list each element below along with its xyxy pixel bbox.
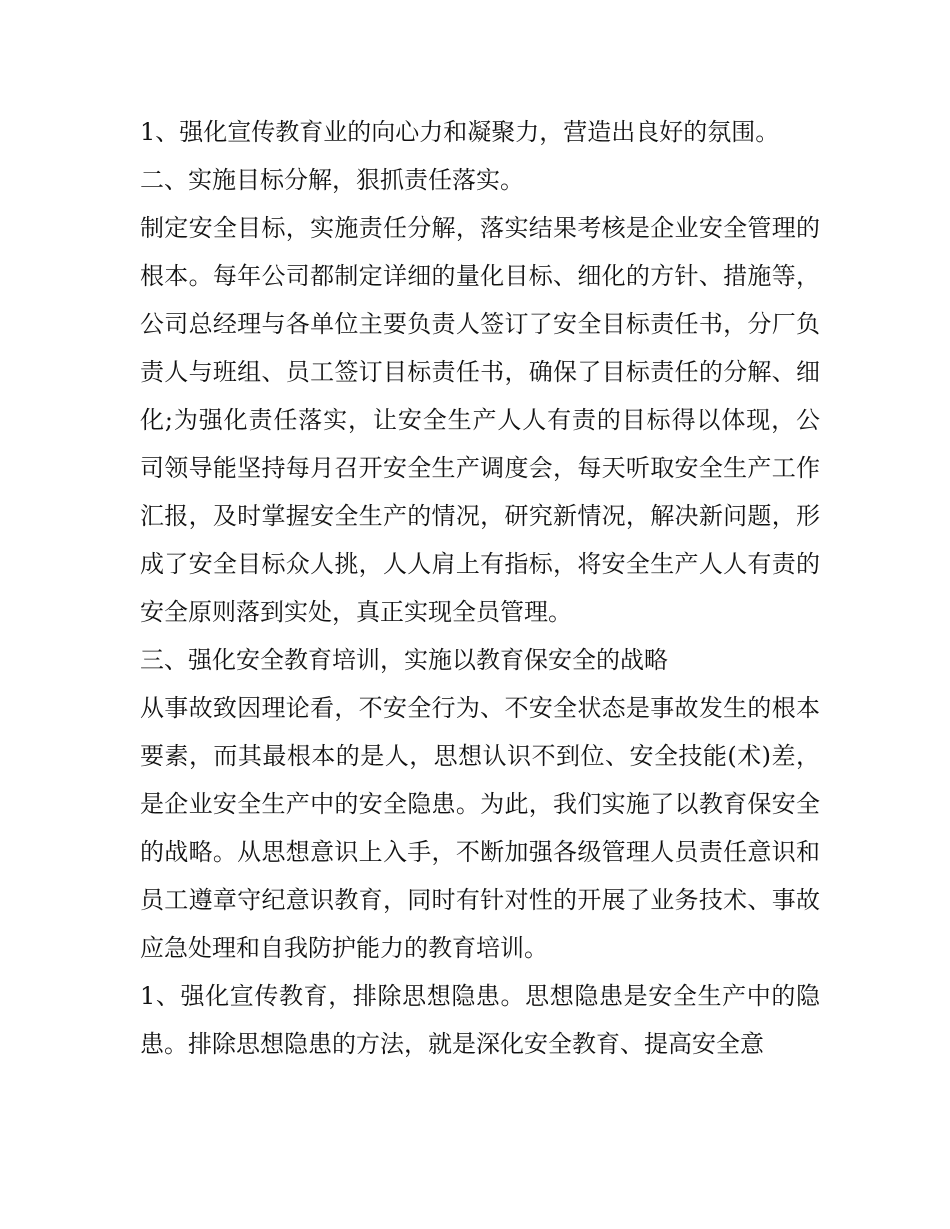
section-heading-2: 二、实施目标分解，狠抓责任落实。	[140, 166, 524, 194]
paragraph-6: 1、强化宣传教育，排除思想隐患。思想隐患是安全生产中的隐患。排除思想隐患的方法，就是深化安全教育、提高安全意	[140, 982, 820, 1058]
document-body	[140, 108, 820, 1068]
section-heading-3: 三、强化安全教育培训，实施以教育保安全的战略	[140, 646, 668, 674]
paragraph-5: 从事故致因理论看，不安全行为、不安全状态是事故发生的根本要素，而其最根本的是人，思想认识不到位、安全技能(术)差，是企业安全生产中的安全隐患。为此，我们实施了以教育保安全的战略。从思想意识上入手，不断加强各级管理人员责任意识和员工遵章守纪意识教育，同时有针对性的开展了业务技术、事故应急处理和自我防护能力的教育培训。	[140, 694, 820, 962]
paragraph-3: 制定安全目标，实施责任分解，落实结果考核是企业安全管理的根本。每年公司都制定详细的量化目标、细化的方针、措施等，公司总经理与各单位主要负责人签订了安全目标责任书，分厂负责人与班组、员工签订目标责任书，确保了目标责任的分解、细化;为强化责任落实，让安全生产人人有责的目标得以体现，公司领导能坚持每月召开安全生产调度会，每天听取安全生产工作汇报，及时掌握安全生产的情况，研究新情况，解决新问题，形成了安全目标众人挑，人人肩上有指标，将安全生产人人有责的安全原则落到实处，真正实现全员管理。	[140, 214, 820, 626]
paragraph-1: 1、强化宣传教育业的向心力和凝聚力，营造出良好的氛围。	[140, 118, 780, 146]
